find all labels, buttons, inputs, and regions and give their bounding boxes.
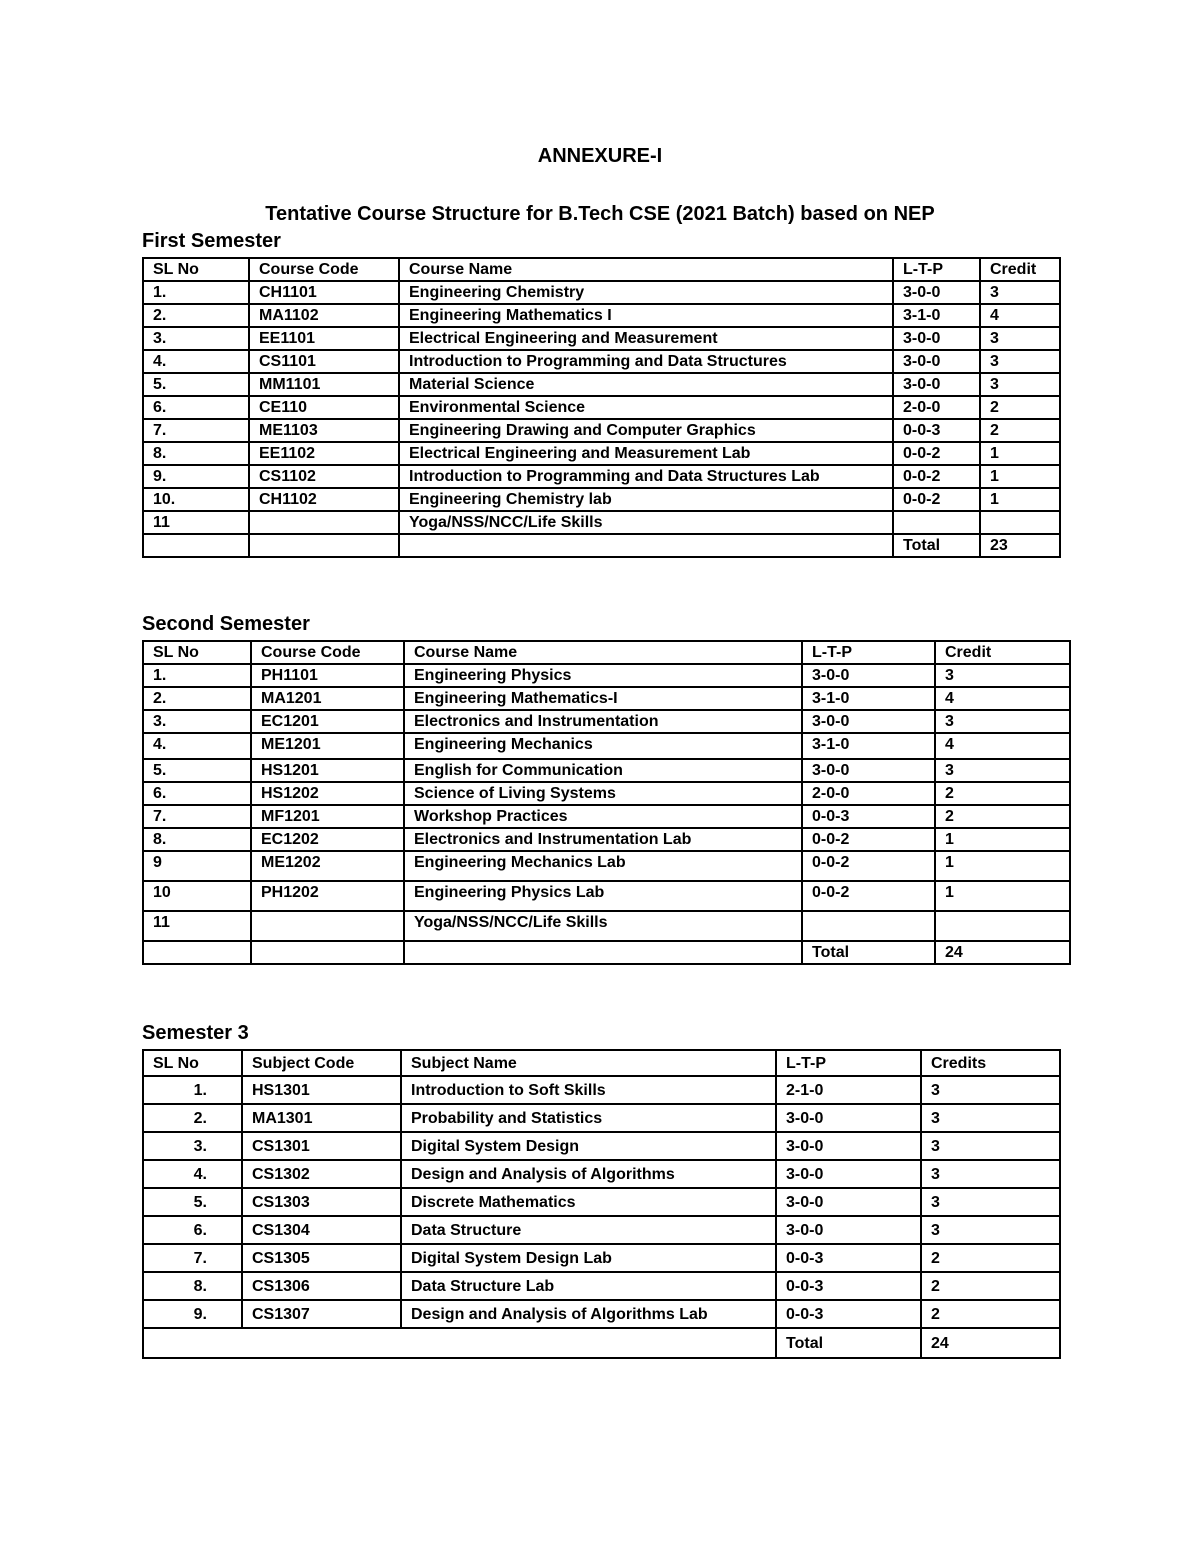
- sem3-cell-name: Design and Analysis of Algorithms: [401, 1160, 776, 1188]
- sem1-cell-code: EE1102: [249, 442, 399, 465]
- sem1-cell-ltp: 3-0-0: [893, 350, 980, 373]
- sem2-cell-sl-no: 5.: [143, 759, 251, 782]
- sem1-table-row: [143, 419, 1060, 442]
- sem2-table-row: [143, 664, 1070, 687]
- sem1-cell-name: Engineering Chemistry lab: [399, 488, 893, 511]
- sem2-cell-code: EC1202: [251, 828, 404, 851]
- sem3-cell-name: Discrete Mathematics: [401, 1188, 776, 1216]
- sem2-cell-credit: 1: [935, 851, 1070, 881]
- sem2-cell-ltp: 3-0-0: [802, 759, 935, 782]
- sem2-cell-credit: 2: [935, 782, 1070, 805]
- sem1-cell-credit: 1: [980, 442, 1060, 465]
- sem1-header-name: Course Name: [399, 258, 893, 281]
- sem1-table-row: [143, 281, 1060, 304]
- sem3-cell-sl-no: 1.: [143, 1076, 242, 1104]
- sem2-cell-name: Science of Living Systems: [404, 782, 802, 805]
- sem3-cell-credit: 2: [921, 1272, 1060, 1300]
- sem2-total-blank: [143, 941, 251, 964]
- sem1-total-label: Total: [893, 534, 980, 557]
- sem3-cell-code: CS1306: [242, 1272, 401, 1300]
- sem1-table-row: [143, 304, 1060, 327]
- sem1-cell-ltp: 0-0-2: [893, 442, 980, 465]
- sem2-cell-credit: 3: [935, 759, 1070, 782]
- sem2-table-row: [143, 851, 1070, 881]
- sem2-cell-name: Workshop Practices: [404, 805, 802, 828]
- sem2-table-row: [143, 911, 1070, 941]
- sem3-cell-credit: 2: [921, 1300, 1060, 1328]
- sem1-cell-sl-no: 3.: [143, 327, 249, 350]
- sem2-cell-sl-no: 2.: [143, 687, 251, 710]
- sem3-total-blank: [143, 1328, 776, 1358]
- sem1-cell-credit: 4: [980, 304, 1060, 327]
- sem3-total-row: [143, 1328, 1060, 1358]
- sem2-cell-ltp: 0-0-2: [802, 851, 935, 881]
- sem3-table-row: [143, 1244, 1060, 1272]
- sem3-table-row: [143, 1076, 1060, 1104]
- sem1-cell-credit: 1: [980, 488, 1060, 511]
- sem3-table-row: [143, 1160, 1060, 1188]
- sem2-cell-ltp: 3-0-0: [802, 710, 935, 733]
- sem3-cell-sl-no: 6.: [143, 1216, 242, 1244]
- sem2-cell-code: [251, 911, 404, 941]
- sem1-cell-name: Introduction to Programming and Data Structures: [399, 350, 893, 373]
- sem2-cell-credit: 3: [935, 710, 1070, 733]
- sem2-table-row: [143, 710, 1070, 733]
- sem2-cell-name: Yoga/NSS/NCC/Life Skills: [404, 911, 802, 941]
- sem3-cell-code: CS1303: [242, 1188, 401, 1216]
- sem3-cell-name: Data Structure Lab: [401, 1272, 776, 1300]
- sem2-cell-code: EC1201: [251, 710, 404, 733]
- sem2-cell-name: English for Communication: [404, 759, 802, 782]
- sem1-cell-sl-no: 4.: [143, 350, 249, 373]
- sem1-cell-name: Engineering Mathematics I: [399, 304, 893, 327]
- annexure-title: ANNEXURE-I: [537, 145, 663, 167]
- sem2-cell-code: ME1202: [251, 851, 404, 881]
- sem1-cell-credit: 1: [980, 465, 1060, 488]
- sem1-cell-sl-no: 11: [143, 511, 249, 534]
- sem2-total-label: Total: [802, 941, 935, 964]
- sem1-cell-ltp: [893, 511, 980, 534]
- sem2-table-row: [143, 828, 1070, 851]
- sem3-cell-name: Probability and Statistics: [401, 1104, 776, 1132]
- sem2-cell-sl-no: 4.: [143, 733, 251, 759]
- sem1-cell-credit: [980, 511, 1060, 534]
- sem3-cell-code: CS1307: [242, 1300, 401, 1328]
- sem1-cell-credit: 3: [980, 281, 1060, 304]
- sem1-cell-code: CE110: [249, 396, 399, 419]
- sem1-cell-ltp: 0-0-2: [893, 488, 980, 511]
- sem1-total-row: [143, 534, 1060, 557]
- sem3-cell-name: Design and Analysis of Algorithms Lab: [401, 1300, 776, 1328]
- sem2-cell-name: Engineering Physics Lab: [404, 881, 802, 911]
- sem1-cell-name: Introduction to Programming and Data Structures Lab: [399, 465, 893, 488]
- sem1-cell-sl-no: 8.: [143, 442, 249, 465]
- sem3-title: Semester 3: [142, 1022, 249, 1044]
- sem2-title: Second Semester: [142, 613, 310, 635]
- sem3-total-label: Total: [776, 1328, 921, 1358]
- sem2-cell-sl-no: 3.: [143, 710, 251, 733]
- sem2-total-row: [143, 941, 1070, 964]
- sem3-cell-ltp: 3-0-0: [776, 1132, 921, 1160]
- sem1-cell-credit: 3: [980, 373, 1060, 396]
- sem2-cell-code: MF1201: [251, 805, 404, 828]
- sem3-cell-credit: 3: [921, 1188, 1060, 1216]
- sem2-cell-ltp: 0-0-2: [802, 881, 935, 911]
- sem2-cell-name: Engineering Mechanics: [404, 733, 802, 759]
- sem3-cell-sl-no: 2.: [143, 1104, 242, 1132]
- sem3-header-credit: Credits: [921, 1050, 1060, 1076]
- sem1-cell-ltp: 3-0-0: [893, 373, 980, 396]
- sem3-cell-code: CS1302: [242, 1160, 401, 1188]
- sem2-cell-code: MA1201: [251, 687, 404, 710]
- sem1-cell-name: Electrical Engineering and Measurement Lab: [399, 442, 893, 465]
- sem3-cell-credit: 3: [921, 1076, 1060, 1104]
- sem2-cell-name: Electronics and Instrumentation: [404, 710, 802, 733]
- sem3-cell-credit: 3: [921, 1104, 1060, 1132]
- sem2-header-code: Course Code: [251, 641, 404, 664]
- sem2-cell-sl-no: 9: [143, 851, 251, 881]
- sem2-header-credit: Credit: [935, 641, 1070, 664]
- sem2-cell-sl-no: 8.: [143, 828, 251, 851]
- sem1-table-row: [143, 327, 1060, 350]
- sem1-table-row: [143, 511, 1060, 534]
- sem1-total-value: 23: [980, 534, 1060, 557]
- sem1-cell-code: ME1103: [249, 419, 399, 442]
- sem1-cell-sl-no: 10.: [143, 488, 249, 511]
- sem2-table-row: [143, 687, 1070, 710]
- sem3-cell-credit: 3: [921, 1216, 1060, 1244]
- sem1-table-row: [143, 442, 1060, 465]
- sem3-header-ltp: L-T-P: [776, 1050, 921, 1076]
- sem3-cell-credit: 3: [921, 1132, 1060, 1160]
- sem1-cell-code: MA1102: [249, 304, 399, 327]
- sem1-cell-code: [249, 511, 399, 534]
- sem1-cell-name: Engineering Drawing and Computer Graphics: [399, 419, 893, 442]
- sem2-cell-ltp: [802, 911, 935, 941]
- sem2-cell-credit: 1: [935, 828, 1070, 851]
- sem2-table-row: [143, 782, 1070, 805]
- sem1-cell-code: CH1101: [249, 281, 399, 304]
- sem1-cell-name: Engineering Chemistry: [399, 281, 893, 304]
- sem2-cell-ltp: 3-0-0: [802, 664, 935, 687]
- sem1-cell-code: CS1102: [249, 465, 399, 488]
- sem2-table: [142, 640, 1071, 965]
- sem1-cell-sl-no: 9.: [143, 465, 249, 488]
- sem2-cell-sl-no: 11: [143, 911, 251, 941]
- sem2-cell-ltp: 3-1-0: [802, 687, 935, 710]
- sem2-cell-name: Engineering Mathematics-I: [404, 687, 802, 710]
- sem1-cell-ltp: 3-0-0: [893, 281, 980, 304]
- document-title: Tentative Course Structure for B.Tech CSE (2021 Batch) based on NEP: [265, 203, 935, 225]
- sem3-cell-sl-no: 4.: [143, 1160, 242, 1188]
- sem3-table-row: [143, 1188, 1060, 1216]
- sem1-cell-ltp: 2-0-0: [893, 396, 980, 419]
- sem1-cell-ltp: 3-0-0: [893, 327, 980, 350]
- sem2-cell-credit: [935, 911, 1070, 941]
- sem3-cell-sl-no: 8.: [143, 1272, 242, 1300]
- sem2-cell-credit: 2: [935, 805, 1070, 828]
- sem2-total-value: 24: [935, 941, 1070, 964]
- sem2-cell-sl-no: 10: [143, 881, 251, 911]
- sem1-table-row: [143, 373, 1060, 396]
- sem3-cell-ltp: 3-0-0: [776, 1216, 921, 1244]
- sem1-cell-code: MM1101: [249, 373, 399, 396]
- sem3-cell-sl-no: 7.: [143, 1244, 242, 1272]
- sem2-cell-name: Engineering Physics: [404, 664, 802, 687]
- sem3-cell-name: Digital System Design Lab: [401, 1244, 776, 1272]
- sem3-cell-ltp: 3-0-0: [776, 1104, 921, 1132]
- sem3-total-value: 24: [921, 1328, 1060, 1358]
- sem2-table-row: [143, 805, 1070, 828]
- sem3-cell-code: HS1301: [242, 1076, 401, 1104]
- sem3-cell-ltp: 0-0-3: [776, 1272, 921, 1300]
- sem3-cell-ltp: 2-1-0: [776, 1076, 921, 1104]
- sem2-total-blank: [404, 941, 802, 964]
- sem3-cell-name: Digital System Design: [401, 1132, 776, 1160]
- sem1-cell-sl-no: 5.: [143, 373, 249, 396]
- sem3-header-name: Subject Name: [401, 1050, 776, 1076]
- sem2-header-sl-no: SL No: [143, 641, 251, 664]
- sem1-cell-ltp: 3-1-0: [893, 304, 980, 327]
- sem1-cell-name: Environmental Science: [399, 396, 893, 419]
- sem1-total-blank: [399, 534, 893, 557]
- sem3-cell-code: CS1305: [242, 1244, 401, 1272]
- sem1-table-row: [143, 465, 1060, 488]
- sem1-cell-code: CH1102: [249, 488, 399, 511]
- sem3-table-row: [143, 1300, 1060, 1328]
- sem3-cell-code: MA1301: [242, 1104, 401, 1132]
- sem1-table-row: [143, 350, 1060, 373]
- sem2-cell-ltp: 0-0-3: [802, 805, 935, 828]
- sem1-cell-name: Yoga/NSS/NCC/Life Skills: [399, 511, 893, 534]
- sem3-table-row: [143, 1216, 1060, 1244]
- sem2-cell-credit: 4: [935, 687, 1070, 710]
- sem3-cell-ltp: 0-0-3: [776, 1244, 921, 1272]
- sem3-header-code: Subject Code: [242, 1050, 401, 1076]
- sem1-cell-sl-no: 7.: [143, 419, 249, 442]
- sem2-cell-name: Engineering Mechanics Lab: [404, 851, 802, 881]
- sem3-header-row: [143, 1050, 1060, 1076]
- sem1-cell-sl-no: 2.: [143, 304, 249, 327]
- sem3-cell-sl-no: 9.: [143, 1300, 242, 1328]
- sem1-header-ltp: L-T-P: [893, 258, 980, 281]
- sem1-header-sl-no: SL No: [143, 258, 249, 281]
- sem2-cell-ltp: 3-1-0: [802, 733, 935, 759]
- sem3-cell-sl-no: 3.: [143, 1132, 242, 1160]
- sem3-cell-ltp: 0-0-3: [776, 1300, 921, 1328]
- sem1-total-blank: [249, 534, 399, 557]
- sem3-table: [142, 1049, 1061, 1359]
- sem3-cell-name: Data Structure: [401, 1216, 776, 1244]
- sem1-total-blank: [143, 534, 249, 557]
- sem2-cell-credit: 3: [935, 664, 1070, 687]
- sem1-cell-ltp: 0-0-2: [893, 465, 980, 488]
- sem2-cell-code: PH1202: [251, 881, 404, 911]
- sem2-cell-ltp: 2-0-0: [802, 782, 935, 805]
- sem2-cell-code: HS1201: [251, 759, 404, 782]
- sem1-cell-name: Material Science: [399, 373, 893, 396]
- sem2-cell-ltp: 0-0-2: [802, 828, 935, 851]
- sem1-header-credit: Credit: [980, 258, 1060, 281]
- sem1-cell-ltp: 0-0-3: [893, 419, 980, 442]
- sem3-table-row: [143, 1132, 1060, 1160]
- sem3-table-row: [143, 1104, 1060, 1132]
- sem3-cell-credit: 2: [921, 1244, 1060, 1272]
- sem2-total-blank: [251, 941, 404, 964]
- sem3-cell-code: CS1304: [242, 1216, 401, 1244]
- sem1-cell-code: EE1101: [249, 327, 399, 350]
- sem1-cell-code: CS1101: [249, 350, 399, 373]
- sem1-header-row: [143, 258, 1060, 281]
- sem3-cell-sl-no: 5.: [143, 1188, 242, 1216]
- sem2-cell-credit: 4: [935, 733, 1070, 759]
- sem3-cell-credit: 3: [921, 1160, 1060, 1188]
- sem1-cell-credit: 3: [980, 350, 1060, 373]
- sem2-table-row: [143, 759, 1070, 782]
- sem3-header-sl-no: SL No: [143, 1050, 242, 1076]
- sem1-cell-credit: 3: [980, 327, 1060, 350]
- sem2-cell-sl-no: 7.: [143, 805, 251, 828]
- sem2-header-row: [143, 641, 1070, 664]
- sem2-cell-code: HS1202: [251, 782, 404, 805]
- sem3-cell-ltp: 3-0-0: [776, 1160, 921, 1188]
- sem1-cell-sl-no: 1.: [143, 281, 249, 304]
- sem2-cell-code: ME1201: [251, 733, 404, 759]
- sem1-title: First Semester: [142, 230, 281, 252]
- sem1-header-code: Course Code: [249, 258, 399, 281]
- sem2-cell-code: PH1101: [251, 664, 404, 687]
- sem1-table: [142, 257, 1061, 558]
- sem2-cell-sl-no: 1.: [143, 664, 251, 687]
- sem2-header-ltp: L-T-P: [802, 641, 935, 664]
- sem2-table-row: [143, 881, 1070, 911]
- sem2-cell-name: Electronics and Instrumentation Lab: [404, 828, 802, 851]
- sem1-cell-name: Electrical Engineering and Measurement: [399, 327, 893, 350]
- sem2-header-name: Course Name: [404, 641, 802, 664]
- sem1-table-row: [143, 396, 1060, 419]
- sem1-cell-credit: 2: [980, 419, 1060, 442]
- sem2-table-row: [143, 733, 1070, 759]
- sem3-table-row: [143, 1272, 1060, 1300]
- sem1-cell-credit: 2: [980, 396, 1060, 419]
- sem3-cell-ltp: 3-0-0: [776, 1188, 921, 1216]
- sem3-cell-name: Introduction to Soft Skills: [401, 1076, 776, 1104]
- sem2-cell-credit: 1: [935, 881, 1070, 911]
- sem1-cell-sl-no: 6.: [143, 396, 249, 419]
- sem2-cell-sl-no: 6.: [143, 782, 251, 805]
- sem3-cell-code: CS1301: [242, 1132, 401, 1160]
- sem1-table-row: [143, 488, 1060, 511]
